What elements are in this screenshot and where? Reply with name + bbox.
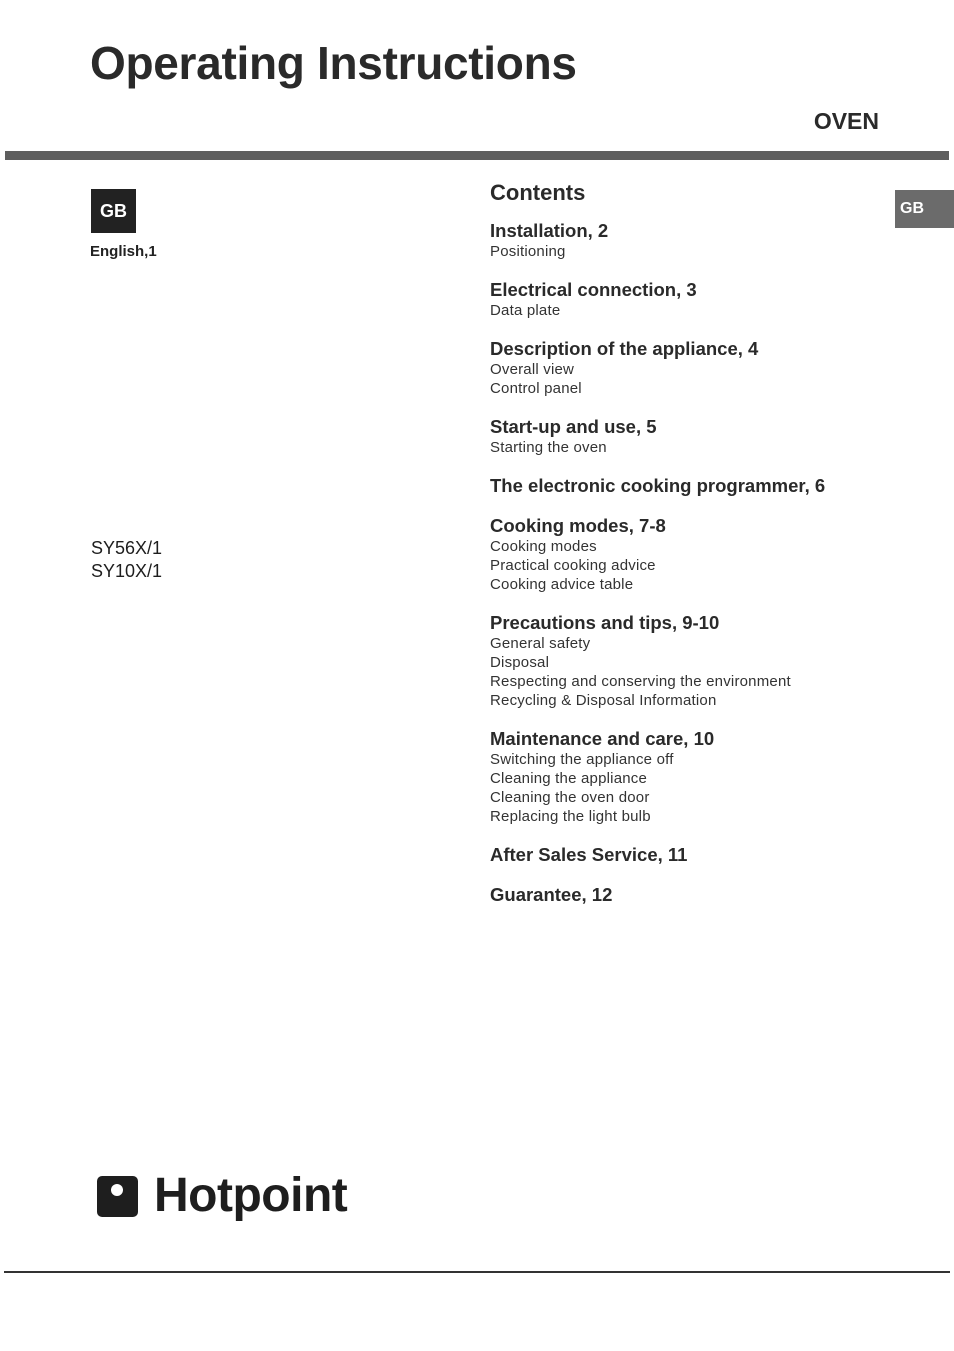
toc-section-title[interactable]: Guarantee, 12 [490,884,613,905]
toc-section [490,416,890,457]
toc-section [490,515,890,594]
toc-section [490,220,890,261]
hotpoint-logo-icon [97,1176,138,1217]
toc-subitem[interactable]: Starting the oven [490,439,607,456]
language-index: English,1 [90,243,157,260]
toc-subitem[interactable]: Control panel [490,380,582,397]
side-language-tab: GB [895,190,954,228]
model-list [91,537,162,583]
toc-section-title[interactable]: The electronic cooking programmer, 6 [490,475,826,496]
language-badge: GB [91,189,136,233]
bottom-divider [4,1271,950,1273]
toc-subitem[interactable]: Replacing the light bulb [490,808,651,825]
toc-section-title[interactable]: Description of the appliance, 4 [490,338,759,359]
toc-section [490,884,890,906]
toc-subitem[interactable]: Recycling & Disposal Information [490,692,717,709]
top-divider [5,151,949,160]
toc-section-title[interactable]: Precautions and tips, 9-10 [490,612,720,633]
toc-section-title[interactable]: Maintenance and care, 10 [490,728,715,749]
toc-subitem[interactable]: Respecting and conserving the environment [490,673,791,690]
toc-subitem[interactable]: Cooking advice table [490,576,634,593]
toc-section [490,612,890,710]
page-title: Operating Instructions [90,37,577,89]
toc-section-title[interactable]: After Sales Service, 11 [490,844,688,865]
table-of-contents [490,180,890,924]
toc-subitem[interactable]: Disposal [490,654,550,671]
toc-subitem[interactable]: Cleaning the appliance [490,770,648,787]
toc-subitem[interactable]: Overall view [490,361,575,378]
model-number: SY10X/1 [91,561,163,581]
contents-heading: Contents [490,180,586,205]
toc-section-title[interactable]: Electrical connection, 3 [490,279,697,300]
brand-logo [97,1169,348,1222]
toc-section [490,728,890,826]
toc-subitem[interactable]: Data plate [490,302,561,319]
toc-subitem[interactable]: Switching the appliance off [490,751,674,768]
toc-subitem[interactable]: Positioning [490,243,566,260]
toc-subitem[interactable]: Practical cooking advice [490,557,656,574]
toc-section-title[interactable]: Installation, 2 [490,220,609,241]
toc-section [490,338,890,398]
model-number: SY56X/1 [91,538,163,558]
toc-section [490,844,890,866]
toc-section [490,279,890,320]
toc-subitem[interactable]: Cleaning the oven door [490,789,650,806]
toc-section [490,475,890,497]
brand-name: Hotpoint [154,1169,348,1222]
product-type: OVEN [813,108,879,134]
toc-section-title[interactable]: Cooking modes, 7-8 [490,515,666,536]
toc-section-title[interactable]: Start-up and use, 5 [490,416,657,437]
toc-subitem[interactable]: Cooking modes [490,538,597,555]
toc-subitem[interactable]: General safety [490,635,591,652]
